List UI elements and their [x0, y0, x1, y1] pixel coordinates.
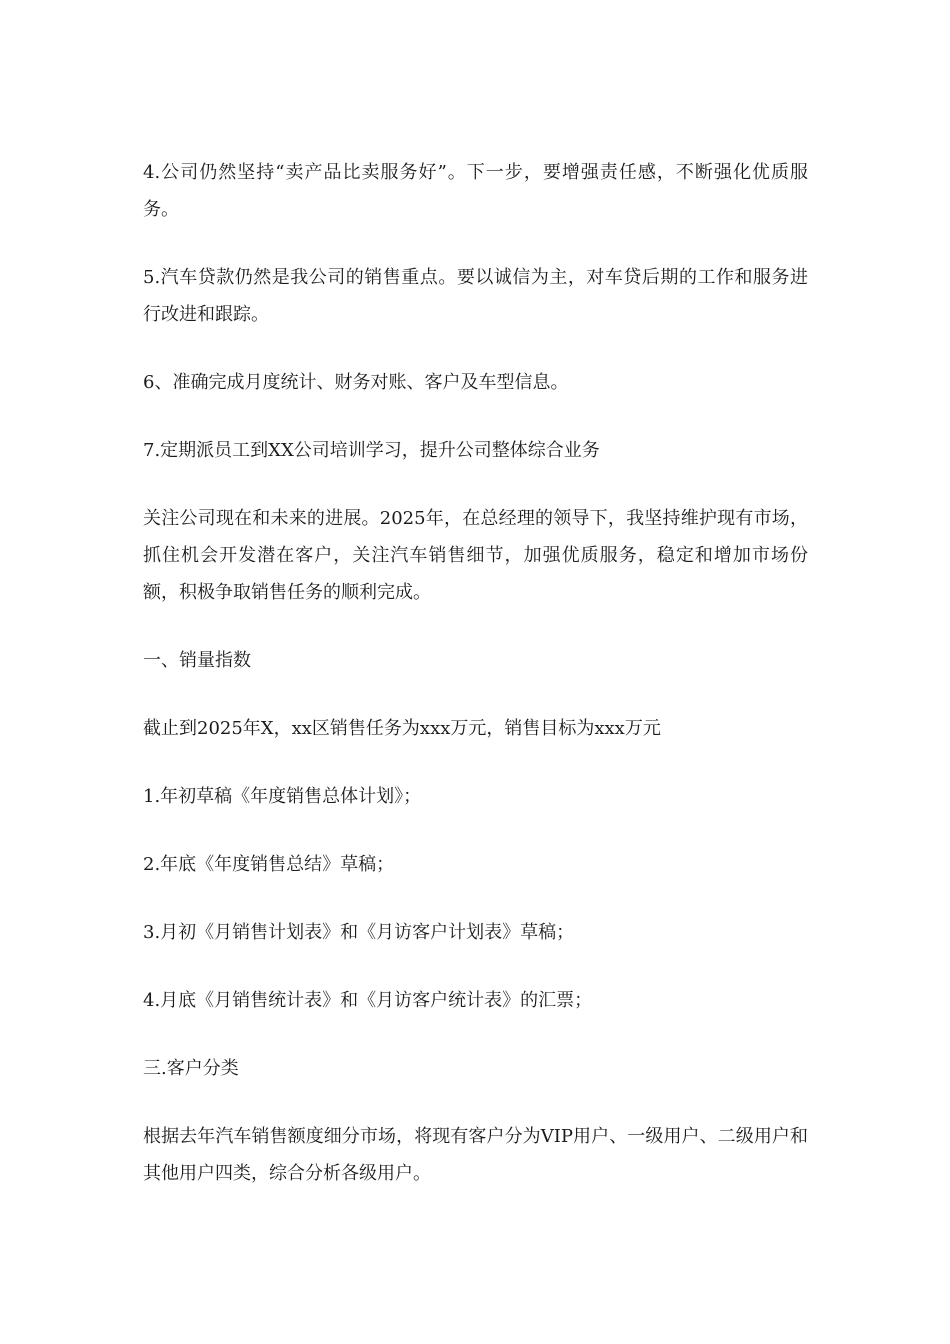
paragraph-staff-training: 7.定期派员工到XX公司培训学习，提升公司整体综合业务 [143, 440, 600, 461]
paragraph-customer-segments: 根据去年汽车销售额度细分市场，将现有客户分为VIP用户、一级用户、二级用户和其他用户四类，综合分析各级用户。 [143, 1126, 808, 1184]
paragraph-service-policy: 4.公司仍然坚持“卖产品比卖服务好”。下一步，要增强责任感，不断强化优质服务。 [143, 162, 808, 220]
list-item-annual-plan: 1.年初草稿《年度销售总体计划》； [143, 786, 422, 807]
document-body [143, 154, 808, 1223]
list-item-monthly-statistics: 4.月底《月销售统计表》和《月访客户统计表》的汇票； [143, 990, 593, 1011]
paragraph-monthly-statistics: 6、准确完成月度统计、财务对账、客户及车型信息。 [143, 372, 569, 393]
list-item-monthly-plan: 3.月初《月销售计划表》和《月访客户计划表》草稿； [143, 922, 575, 943]
heading-customer-classification: 三.客户分类 [143, 1058, 239, 1079]
heading-sales-index: 一、销量指数 [143, 650, 251, 671]
paragraph-car-loans: 5.汽车贷款仍然是我公司的销售重点。要以诚信为主，对车贷后期的工作和服务进行改进和跟踪。 [143, 267, 808, 325]
list-item-annual-summary: 2.年底《年度销售总结》草稿； [143, 854, 395, 875]
paragraph-company-progress: 关注公司现在和未来的进展。2025年，在总经理的领导下，我坚持维护现有市场，抓住机会开发潜在客户，关注汽车销售细节，加强优质服务，稳定和增加市场份额，积极争取销售任务的顺利完成。 [143, 508, 808, 603]
paragraph-sales-target: 截止到2025年X，xx区销售任务为xxx万元，销售目标为xxx万元 [143, 718, 661, 739]
